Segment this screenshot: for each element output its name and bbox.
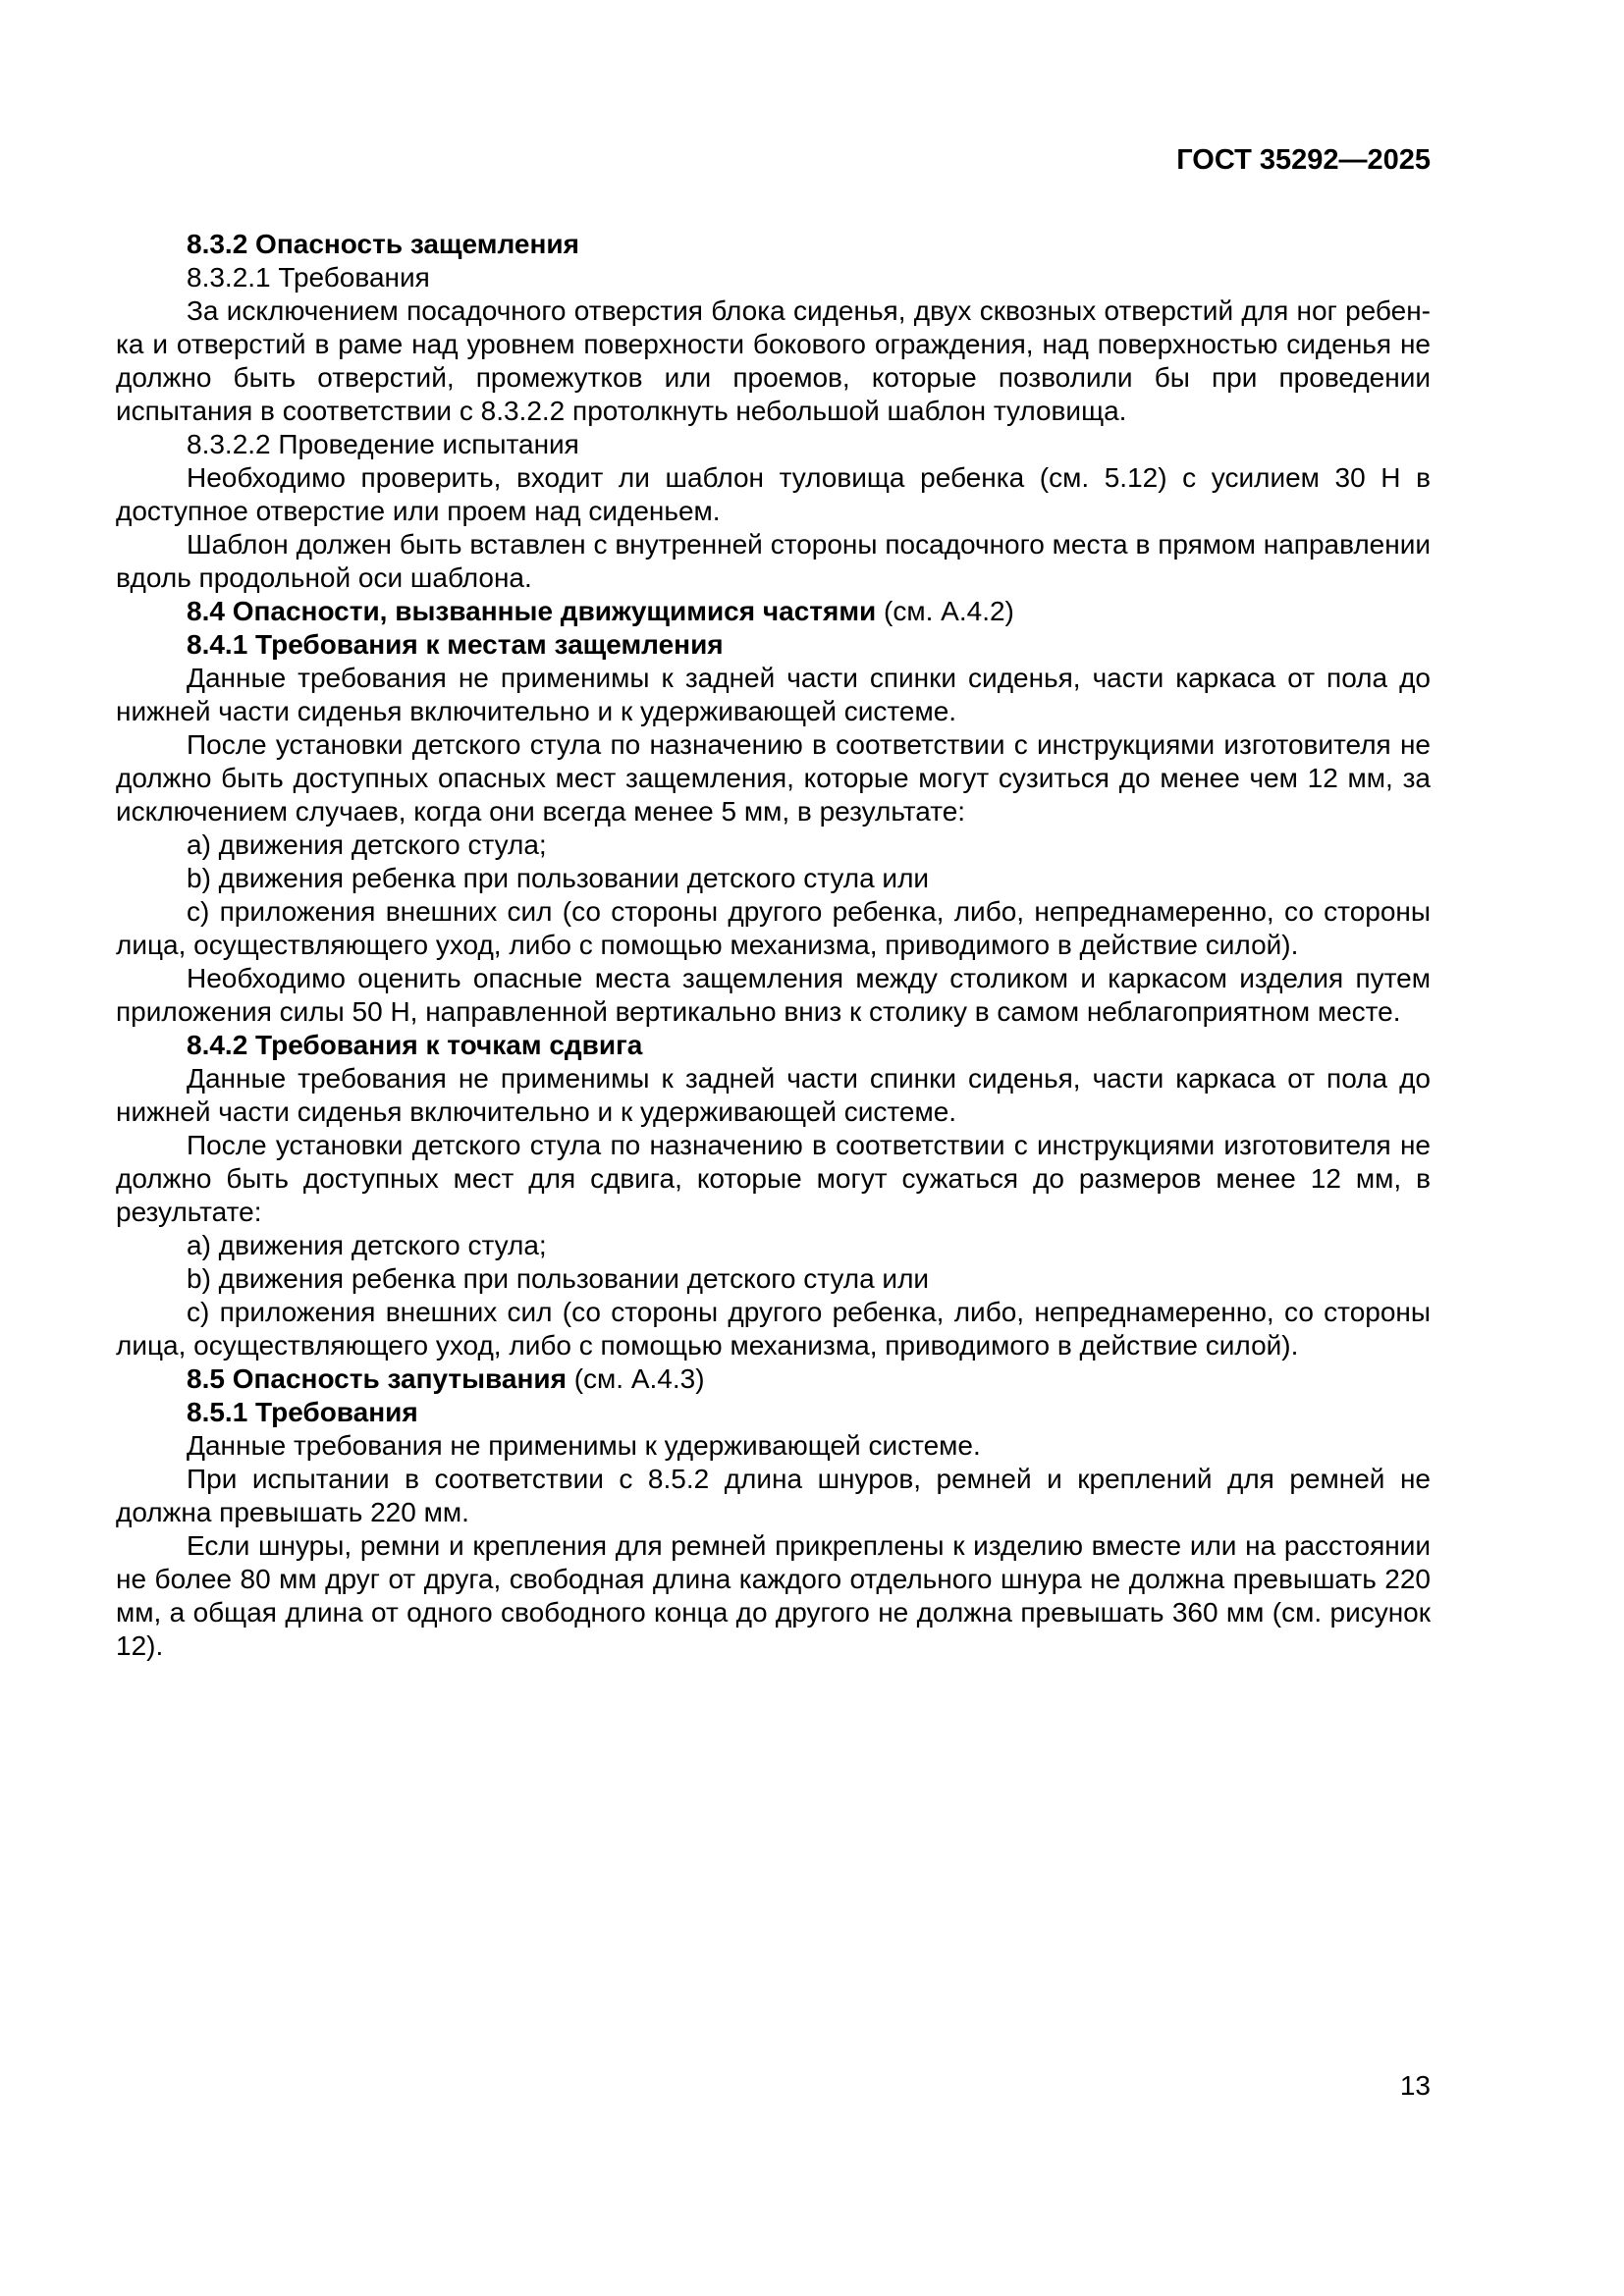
list-item-c: c) приложения внешних сил (со стороны другого ребенка, либо, непреднамеренно, со стороны лица, осуществляющего уход, либо с помощью механизма, приводимого в действие силой). — [116, 1297, 1431, 1361]
standard-designation: ГОСТ 35292—2025 — [1176, 144, 1431, 176]
paragraph-8-3-2-2-test-1: Необходимо проверить, входит ли шаблон туловища ребенка (см. 5.12) с усилием 30 Н в доступное отверстие или проем над сиденьем. — [116, 462, 1431, 526]
heading-8-5-reference: (см. А.4.3) — [566, 1363, 705, 1394]
heading-8-4-title: 8.4 Опасности, вызванные движущимися частями — [187, 596, 877, 626]
heading-8-5-title: 8.5 Опасность запутывания — [187, 1363, 567, 1394]
list-item-a: a) движения детского стула; — [187, 829, 547, 860]
paragraph-8-4-2-requirement: После установки детского стула по назначению в соответствии с инструкциями изготовителя не должно быть доступных мест для сдвига, которые могут сужаться до размеров менее 12 мм, в результате: — [116, 1130, 1431, 1227]
heading-8-4 — [116, 595, 1431, 628]
subheading-8-3-2-2: 8.3.2.2 Проведение испытания — [187, 429, 579, 459]
paragraph-8-3-2-1-requirements: За исключением посадочного отверстия блока сиденья, двух сквозных отверстий для ног ребенка и отверстий в раме над уровнем поверхности бокового ограждения, над поверхностью сиденья не должно быть отверстий, промежутков или проемов, которые позволили бы при проведении испытания в соответствии с 8.3.2.2 протолкнуть небольшой шаблон туловища. — [116, 295, 1431, 426]
heading-8-4-2: 8.4.2 Требования к точкам сдвига — [187, 1030, 643, 1060]
list-item-b: b) движения ребенка при пользовании детского стула или — [187, 863, 930, 893]
heading-8-5-1: 8.5.1 Требования — [187, 1397, 418, 1427]
paragraph-8-3-2-2-test-2: Шаблон должен быть вставлен с внутренней стороны посадочного места в прямом направлении вдоль продольной оси шаблона. — [116, 529, 1431, 593]
document-body — [116, 228, 1431, 1663]
paragraph-8-4-2-scope: Данные требования не применимы к задней части спинки сиденья, части каркаса от пола до нижней части сиденья включительно и к удерживающей системе. — [116, 1063, 1431, 1127]
list-item-a: a) движения детского стула; — [187, 1230, 547, 1260]
paragraph-8-5-1-cord-attachment: Если шнуры, ремни и крепления для ремней прикреплены к изделию вместе или на расстоянии не более 80 мм друг от друга, свободная длина каждого отдельного шнура не должна превышать 220 мм, а общая длина от одного свободного конца до другого не должна превышать 360 мм (см. рисунок 12). — [116, 1530, 1431, 1661]
heading-8-4-reference: (см. А.4.2) — [876, 596, 1014, 626]
paragraph-8-4-1-scope: Данные требования не применимы к задней части спинки сиденья, части каркаса от пола до нижней части сиденья включительно и к удерживающей системе. — [116, 663, 1431, 726]
subheading-8-3-2-1: 8.3.2.1 Требования — [187, 262, 430, 293]
list-item-b: b) движения ребенка при пользовании детского стула или — [187, 1263, 930, 1294]
page-number: 13 — [1399, 2070, 1431, 2101]
paragraph-8-5-1-scope: Данные требования не применимы к удерживающей системе. — [187, 1430, 981, 1461]
paragraph-8-4-1-requirement: После установки детского стула по назначению в соответствии с инструкциями изготовителя не должно быть доступных опасных мест защемления, которые могут сузиться до менее чем 12 мм, за исключением случаев, когда они всегда менее 5 мм, в результате: — [116, 729, 1431, 827]
paragraph-8-5-1-cord-length: При испытании в соответствии с 8.5.2 длина шнуров, ремней и креплений для ремней не должна превышать 220 мм. — [116, 1464, 1431, 1527]
list-item-c: c) приложения внешних сил (со стороны другого ребенка, либо, непреднамеренно, со стороны лица, осуществляющего уход, либо с помощью механизма, приводимого в действие силой). — [116, 896, 1431, 960]
paragraph-8-4-1-assessment: Необходимо оценить опасные места защемления между столиком и каркасом изделия путем приложения силы 50 Н, направленной вертикально вниз к столику в самом неблагоприятном месте. — [116, 963, 1431, 1027]
heading-8-5 — [116, 1362, 1431, 1396]
running-header — [1176, 143, 1431, 177]
heading-8-4-1: 8.4.1 Требования к местам защемления — [187, 629, 724, 660]
heading-8-3-2: 8.3.2 Опасность защемления — [187, 229, 579, 259]
